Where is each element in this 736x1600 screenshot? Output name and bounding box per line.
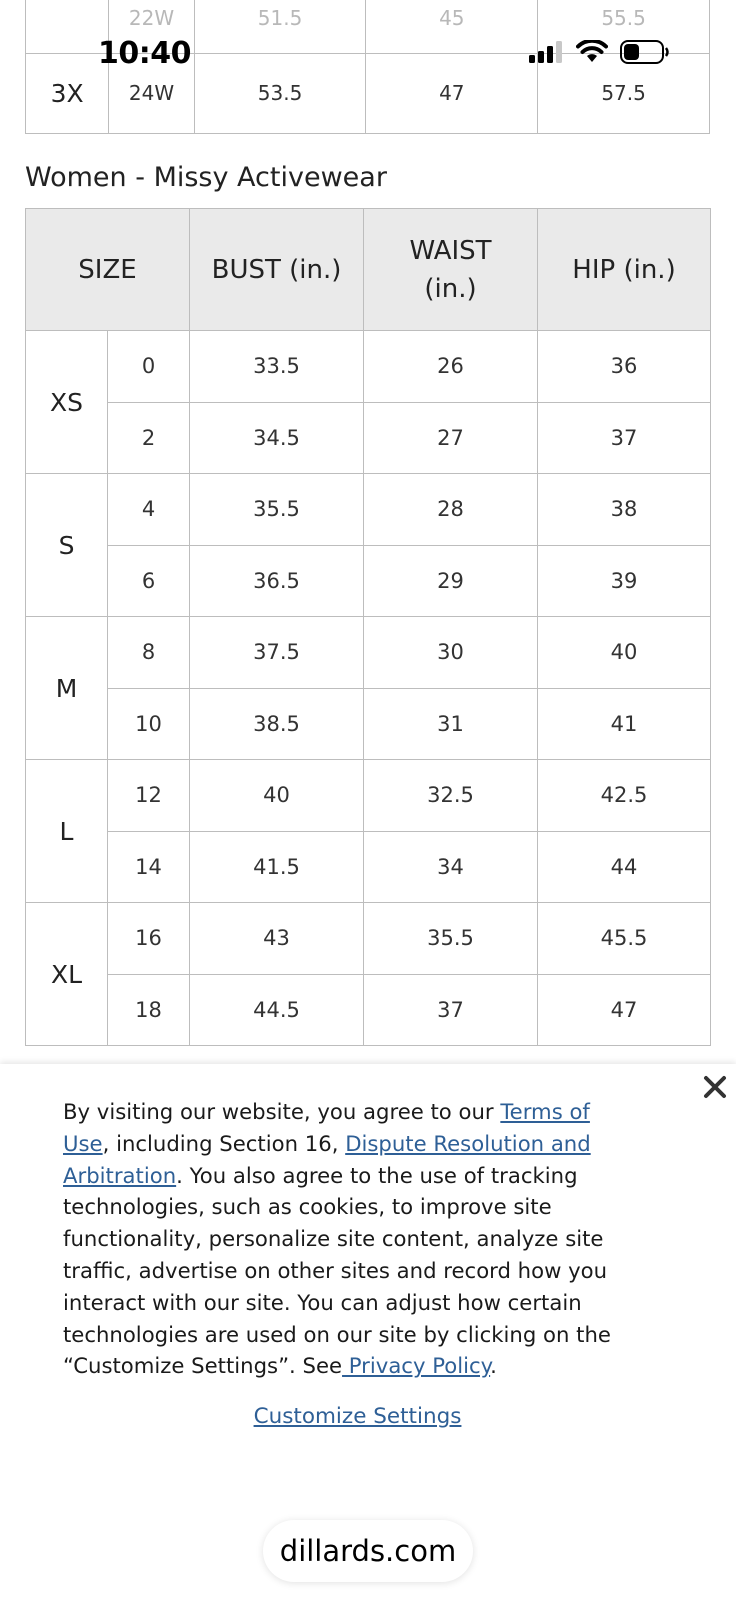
hip-cell: 40 <box>538 617 711 689</box>
wifi-icon <box>576 40 608 64</box>
consent-text: . <box>490 1353 497 1379</box>
size-number-cell: 10 <box>108 688 190 760</box>
privacy-policy-link[interactable]: Privacy Policy <box>342 1353 491 1379</box>
header-bust: BUST (in.) <box>190 209 364 331</box>
cookie-banner <box>0 1064 736 1600</box>
hip-cell: 36 <box>538 331 711 403</box>
waist-cell: 37 <box>364 974 538 1046</box>
hip-cell: 44 <box>538 831 711 903</box>
bust-cell: 51.5 <box>194 0 366 53</box>
size-number-cell: 4 <box>108 474 190 546</box>
hip-cell: 42.5 <box>538 760 711 832</box>
status-icons <box>528 40 670 64</box>
hip-cell: 38 <box>538 474 711 546</box>
bust-cell: 33.5 <box>190 331 364 403</box>
table-row <box>26 903 711 975</box>
status-bar <box>0 28 736 76</box>
bust-cell: 53.5 <box>194 53 366 133</box>
table-row <box>26 974 711 1046</box>
waist-cell: 47 <box>366 53 538 133</box>
size-chart-table <box>25 208 711 1046</box>
size-letter-cell: S <box>26 474 108 617</box>
bust-cell: 41.5 <box>190 831 364 903</box>
size-number-cell: 6 <box>108 545 190 617</box>
signal-icon <box>528 41 564 63</box>
bust-cell: 43 <box>190 903 364 975</box>
header-hip: HIP (in.) <box>538 209 711 331</box>
cookie-consent-text <box>63 1096 623 1382</box>
size-letter-cell: L <box>26 760 108 903</box>
table-row <box>26 617 711 689</box>
size-number-cell: 18 <box>108 974 190 1046</box>
waist-cell: 26 <box>364 331 538 403</box>
table-row <box>26 545 711 617</box>
size-letter-cell: M <box>26 617 108 760</box>
alt-size-cell: 24W <box>109 53 194 133</box>
size-number-cell: 0 <box>108 331 190 403</box>
bust-cell: 34.5 <box>190 402 364 474</box>
bust-cell: 35.5 <box>190 474 364 546</box>
size-number-cell: 2 <box>108 402 190 474</box>
table-row <box>26 331 711 403</box>
size-cell: 3X <box>26 53 109 133</box>
size-letter-cell: XL <box>26 903 108 1046</box>
waist-cell: 45 <box>366 0 538 53</box>
consent-text: , including Section 16, <box>102 1130 346 1156</box>
waist-cell: 32.5 <box>364 760 538 832</box>
table-row <box>26 402 711 474</box>
customize-settings-link[interactable]: Customize Settings <box>253 1404 462 1429</box>
table-row <box>26 474 711 546</box>
table-header-row <box>26 209 711 331</box>
bust-cell: 44.5 <box>190 974 364 1046</box>
size-letter-cell: XS <box>26 331 108 474</box>
waist-cell: 34 <box>364 831 538 903</box>
bust-cell: 40 <box>190 760 364 832</box>
consent-text: . You also agree to the use of tracking technologies, such as cookies, to improve site functionality, personalize site content, analyze site traffic, advertise on other sites and record how you interact with our site. You can adjust how certain technologies are used on our site by clicking on the “Customize Settings”. See <box>63 1162 611 1379</box>
battery-icon <box>620 40 670 64</box>
status-time: 10:40 <box>98 36 191 71</box>
table-row <box>26 760 711 832</box>
waist-cell: 27 <box>364 402 538 474</box>
size-number-cell: 12 <box>108 760 190 832</box>
hip-cell: 45.5 <box>538 903 711 975</box>
waist-cell: 30 <box>364 617 538 689</box>
header-waist: WAIST (in.) <box>364 209 538 331</box>
url-bar[interactable] <box>263 1520 473 1582</box>
waist-cell: 31 <box>364 688 538 760</box>
size-number-cell: 14 <box>108 831 190 903</box>
waist-cell: 29 <box>364 545 538 617</box>
close-icon[interactable] <box>700 1072 730 1102</box>
waist-cell: 28 <box>364 474 538 546</box>
bust-cell: 38.5 <box>190 688 364 760</box>
hip-cell: 47 <box>538 974 711 1046</box>
dispute-resolution-link[interactable]: Dispute Resolution and Arbitration <box>63 1130 591 1188</box>
size-number-cell: 8 <box>108 617 190 689</box>
section-title: Women - Missy Activewear <box>25 162 387 193</box>
hip-cell: 39 <box>538 545 711 617</box>
hip-cell: 57.5 <box>538 53 710 133</box>
hip-cell: 37 <box>538 402 711 474</box>
header-size: SIZE <box>26 209 190 331</box>
waist-cell: 35.5 <box>364 903 538 975</box>
table-row <box>26 688 711 760</box>
size-number-cell: 16 <box>108 903 190 975</box>
alt-size-cell: 22W <box>109 0 194 53</box>
table-row <box>26 831 711 903</box>
url-text: dillards.com <box>279 1534 457 1568</box>
bust-cell: 36.5 <box>190 545 364 617</box>
hip-cell: 41 <box>538 688 711 760</box>
bust-cell: 37.5 <box>190 617 364 689</box>
consent-text: By visiting our website, you agree to our <box>63 1099 501 1124</box>
terms-of-use-link[interactable]: Terms of Use <box>63 1099 590 1156</box>
hip-cell: 55.5 <box>538 0 710 53</box>
